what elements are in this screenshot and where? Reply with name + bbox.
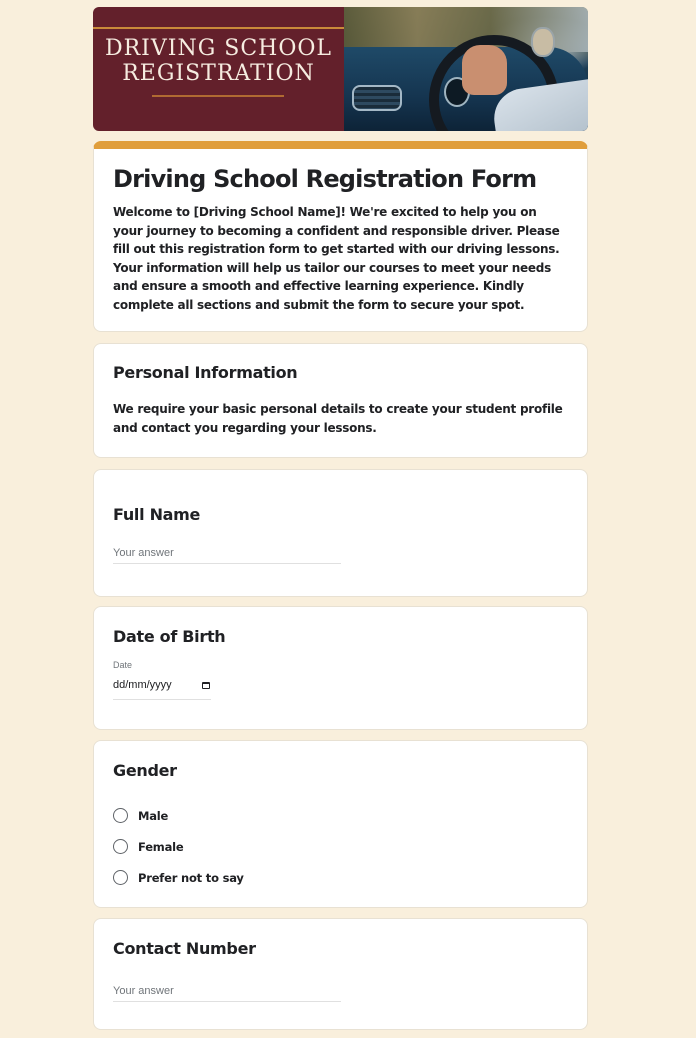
contact-number-input[interactable] [113,984,341,1002]
question-title: Gender [113,761,177,780]
question-full-name [93,469,588,597]
calendar-icon[interactable] [202,682,210,689]
gender-radio-group [113,800,568,893]
banner-divider-bottom [152,95,284,97]
photo-hand [462,45,507,95]
banner-photo-driving [344,7,588,131]
gender-option-female[interactable] [113,831,568,862]
banner-title-panel [93,7,344,131]
gender-option-male[interactable] [113,800,568,831]
section-description: We require your basic personal details to create your student profile and contact you regarding your lessons. [113,402,563,435]
form-description: Welcome to [Driving School Name]! We're excited to help you on your journey to becoming a confident and responsible driver. Please fill out this registration form to get started with our driving lessons. Your information will help us tailor our courses to meet your needs and ensure a smooth and effective learning experience. Kindly complete all sections and submit the form to secure your spot. [113,205,560,312]
banner-title-line2: REGISTRATION [122,61,315,86]
banner-divider-top [93,27,344,29]
form-header-card [93,141,588,332]
date-label: Date [113,660,133,670]
section-title: Personal Information [113,363,298,382]
question-title: Contact Number [113,939,256,958]
photo-air-vent [352,85,402,111]
form-title: Driving School Registration Form [113,165,537,193]
question-date-of-birth [93,606,588,730]
radio-button-icon[interactable] [113,808,128,823]
radio-label: Male [138,808,169,823]
date-placeholder: dd/mm/yyyy [113,679,172,691]
radio-button-icon[interactable] [113,839,128,854]
full-name-input[interactable] [113,546,341,564]
gender-option-prefer-not-to-say[interactable] [113,862,568,893]
date-of-birth-input[interactable] [113,679,211,700]
photo-mirror [531,27,555,57]
radio-label: Prefer not to say [138,870,244,885]
question-gender [93,740,588,908]
radio-button-icon[interactable] [113,870,128,885]
section-personal-information [93,343,588,458]
question-contact-number [93,918,588,1030]
banner-title-line1: DRIVING SCHOOL [104,36,333,61]
radio-label: Female [138,839,184,854]
question-title: Full Name [113,505,201,524]
header-banner [93,7,588,131]
question-title: Date of Birth [113,627,226,646]
banner-title [93,36,344,86]
